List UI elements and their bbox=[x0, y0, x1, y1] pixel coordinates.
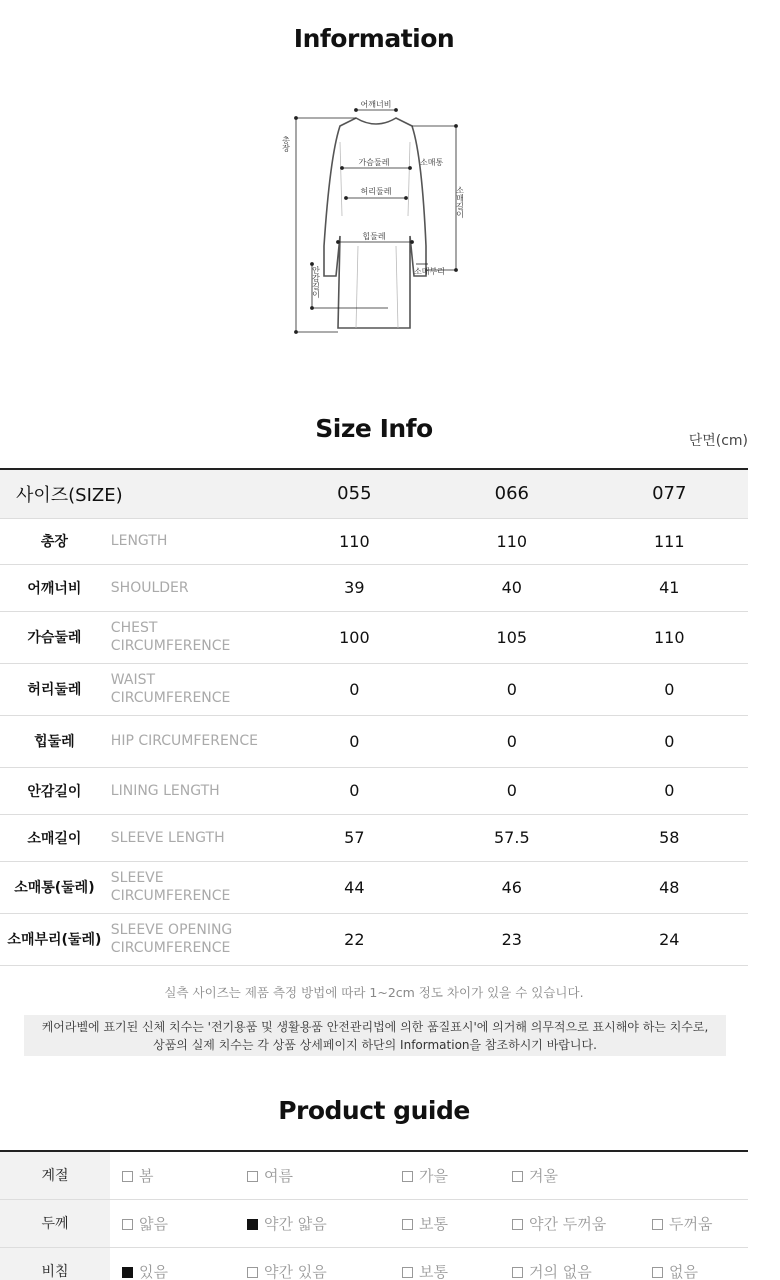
row-label-kr: 소매길이 bbox=[0, 814, 109, 861]
checkbox-icon bbox=[247, 1171, 258, 1182]
row-label-en: SHOULDER bbox=[109, 564, 276, 611]
care-label-notice bbox=[24, 1015, 726, 1056]
value-cell: 44 bbox=[276, 861, 433, 913]
value-cell: 39 bbox=[276, 564, 433, 611]
option-none: 없음 bbox=[640, 1247, 748, 1280]
option-summer: 여름 bbox=[235, 1151, 390, 1199]
row-label-en: HIP CIRCUMFERENCE bbox=[109, 715, 276, 767]
row-label-kr: 가슴둘레 bbox=[0, 611, 109, 663]
row-label-en: SLEEVE CIRCUMFERENCE bbox=[109, 861, 276, 913]
value-cell: 23 bbox=[433, 913, 591, 965]
value-cell: 22 bbox=[276, 913, 433, 965]
value-cell: 110 bbox=[276, 518, 433, 564]
table-row bbox=[0, 611, 748, 663]
product-guide-table bbox=[0, 1150, 748, 1280]
notice-line-1: 케어라벨에 표기된 신체 치수는 '전기용품 및 생활용품 안전관리법에 의한 품질표시'에 의거해 의무적으로 표시해야 하는 치수로, bbox=[41, 1020, 709, 1034]
label-length: 총장 bbox=[281, 136, 291, 152]
checkbox-icon bbox=[652, 1267, 663, 1278]
value-cell: 48 bbox=[591, 861, 748, 913]
label-waist: 허리둘레 bbox=[360, 187, 392, 196]
row-label-kr: 어깨너비 bbox=[0, 564, 109, 611]
value-cell: 0 bbox=[591, 767, 748, 814]
checkbox-icon bbox=[122, 1219, 133, 1230]
table-row bbox=[0, 518, 748, 564]
checkbox-checked-icon bbox=[247, 1219, 258, 1230]
value-cell: 41 bbox=[591, 564, 748, 611]
row-label-en: LENGTH bbox=[109, 518, 276, 564]
label-chest: 가슴둘레 bbox=[358, 158, 390, 167]
row-label-en: LINING LENGTH bbox=[109, 767, 276, 814]
information-title: Information bbox=[293, 24, 455, 53]
checkbox-icon bbox=[402, 1267, 413, 1278]
value-cell: 57.5 bbox=[433, 814, 591, 861]
checkbox-icon bbox=[512, 1267, 523, 1278]
size-header-055: 055 bbox=[276, 469, 433, 518]
value-cell: 0 bbox=[276, 767, 433, 814]
row-label-kr: 힙둘레 bbox=[0, 715, 109, 767]
size-header-row bbox=[0, 469, 748, 518]
value-cell: 110 bbox=[591, 611, 748, 663]
notice-line-2: 상품의 실제 치수는 각 상품 상세페이지 하단의 Information을 참조하시기 바랍니다. bbox=[153, 1038, 597, 1052]
table-row bbox=[0, 913, 748, 965]
row-label-kr: 안감길이 bbox=[0, 767, 109, 814]
size-header-066: 066 bbox=[433, 469, 591, 518]
label-sleeve-length: 소매길이 bbox=[455, 186, 465, 218]
value-cell: 110 bbox=[433, 518, 591, 564]
guide-label: 두께 bbox=[0, 1199, 110, 1247]
size-info-title: Size Info bbox=[315, 414, 433, 443]
checkbox-icon bbox=[402, 1171, 413, 1182]
row-label-kr: 허리둘레 bbox=[0, 663, 109, 715]
row-label-en: WAIST CIRCUMFERENCE bbox=[109, 663, 276, 715]
measurement-note: 실측 사이즈는 제품 측정 방법에 따라 1~2cm 정도 차이가 있을 수 있습니다. bbox=[164, 985, 584, 1000]
label-lining: 안감길이 bbox=[311, 266, 321, 298]
option-slightly-thin: 약간 얇음 bbox=[235, 1199, 390, 1247]
label-shoulder: 어깨너비 bbox=[360, 100, 392, 109]
guide-label: 비침 bbox=[0, 1247, 110, 1280]
option-thick: 두꺼움 bbox=[640, 1199, 748, 1247]
empty-cell bbox=[640, 1151, 748, 1199]
label-sleeve-width: 소매통 bbox=[420, 158, 444, 167]
table-row bbox=[0, 861, 748, 913]
value-cell: 57 bbox=[276, 814, 433, 861]
value-cell: 58 bbox=[591, 814, 748, 861]
option-almost-none: 거의 없음 bbox=[500, 1247, 640, 1280]
value-cell: 0 bbox=[433, 663, 591, 715]
option-normal: 보통 bbox=[390, 1199, 500, 1247]
checkbox-icon bbox=[512, 1219, 523, 1230]
size-header-label: 사이즈(SIZE) bbox=[0, 469, 276, 518]
dress-measurement-diagram bbox=[276, 96, 476, 342]
checkbox-icon bbox=[402, 1219, 413, 1230]
value-cell: 105 bbox=[433, 611, 591, 663]
value-cell: 46 bbox=[433, 861, 591, 913]
row-label-en: SLEEVE LENGTH bbox=[109, 814, 276, 861]
value-cell: 0 bbox=[276, 663, 433, 715]
size-header-077: 077 bbox=[591, 469, 748, 518]
row-label-kr: 소매부리(둘레) bbox=[0, 913, 109, 965]
checkbox-icon bbox=[512, 1171, 523, 1182]
table-row bbox=[0, 767, 748, 814]
guide-row-thickness bbox=[0, 1199, 748, 1247]
row-label-kr: 소매통(둘레) bbox=[0, 861, 109, 913]
option-thin: 얇음 bbox=[110, 1199, 235, 1247]
value-cell: 0 bbox=[433, 715, 591, 767]
value-cell: 0 bbox=[591, 715, 748, 767]
option-winter: 겨울 bbox=[500, 1151, 640, 1199]
value-cell: 40 bbox=[433, 564, 591, 611]
table-row bbox=[0, 814, 748, 861]
row-label-kr: 총장 bbox=[0, 518, 109, 564]
checkbox-icon bbox=[652, 1219, 663, 1230]
table-row bbox=[0, 564, 748, 611]
table-row bbox=[0, 715, 748, 767]
checkbox-icon bbox=[247, 1267, 258, 1278]
unit-label: 단면(cm) bbox=[688, 433, 748, 449]
value-cell: 0 bbox=[276, 715, 433, 767]
table-row bbox=[0, 663, 748, 715]
value-cell: 0 bbox=[433, 767, 591, 814]
option-autumn: 가을 bbox=[390, 1151, 500, 1199]
value-cell: 111 bbox=[591, 518, 748, 564]
option-spring: 봄 bbox=[110, 1151, 235, 1199]
option-yes: 있음 bbox=[110, 1247, 235, 1280]
label-sleeve-opening: 소매부리 bbox=[414, 267, 445, 276]
product-guide-title: Product guide bbox=[278, 1096, 470, 1125]
row-label-en: SLEEVE OPENING CIRCUMFERENCE bbox=[109, 913, 276, 965]
value-cell: 0 bbox=[591, 663, 748, 715]
checkbox-icon bbox=[122, 1171, 133, 1182]
guide-label: 계절 bbox=[0, 1151, 110, 1199]
option-slightly: 약간 있음 bbox=[235, 1247, 390, 1280]
guide-row-season bbox=[0, 1151, 748, 1199]
guide-row-sheerness bbox=[0, 1247, 748, 1280]
label-hip: 힙둘레 bbox=[362, 232, 386, 241]
option-slightly-thick: 약간 두꺼움 bbox=[500, 1199, 640, 1247]
checkbox-checked-icon bbox=[122, 1267, 133, 1278]
row-label-en: CHEST CIRCUMFERENCE bbox=[109, 611, 276, 663]
size-table bbox=[0, 468, 748, 966]
value-cell: 100 bbox=[276, 611, 433, 663]
option-normal: 보통 bbox=[390, 1247, 500, 1280]
value-cell: 24 bbox=[591, 913, 748, 965]
